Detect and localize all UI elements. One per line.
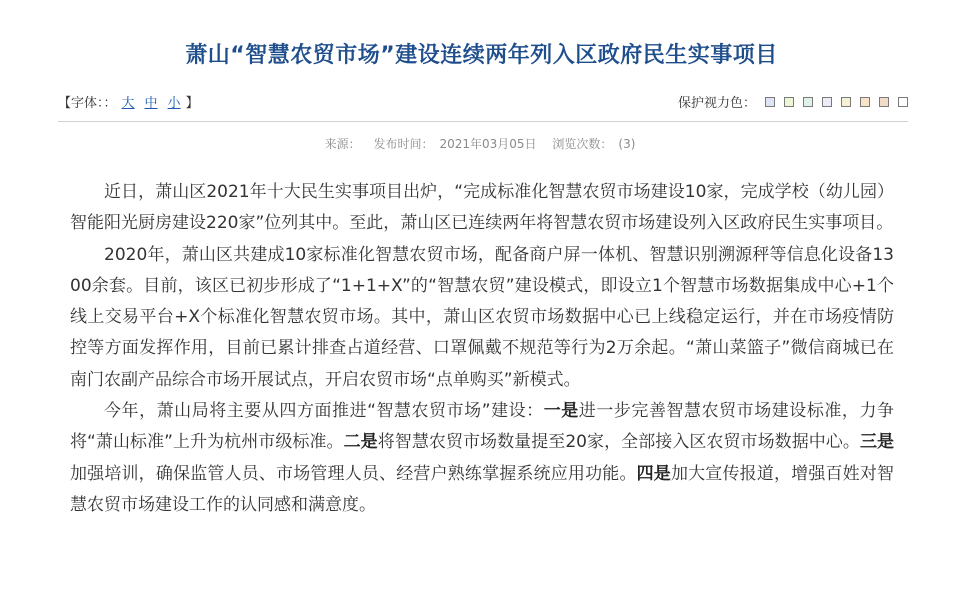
font-small-link[interactable]: 小 (167, 96, 181, 111)
keyword-third: 三是 (859, 432, 895, 453)
article-toolbar (58, 92, 908, 112)
font-size-label: 【字体：： (58, 96, 117, 111)
views-label: 浏览次数： (3) (552, 137, 636, 151)
article-meta (0, 135, 963, 152)
eye-color-swatch[interactable] (860, 97, 870, 107)
article-title: 萧山“智慧农贸市场”建设连续两年列入区政府民生实事项目 (185, 43, 778, 68)
header-divider (58, 121, 908, 122)
paragraph-1: 近日，萧山区2021年十大民生实事项目出炉，“完成标准化智慧农贸市场建设10家，完成学校（幼儿园）智能阳光厨房建设220家”位列其中。至此，萧山区已连续两年将智慧农贸市场建设列入区政府民生实事项目。 (70, 182, 894, 234)
font-size-control (58, 92, 199, 111)
article-body (70, 177, 894, 521)
eye-color-swatch[interactable] (784, 97, 794, 107)
eye-color-swatch[interactable] (841, 97, 851, 107)
eye-protection-colors (678, 92, 908, 111)
keyword-second: 二是 (343, 432, 378, 453)
source-label: 来源： (324, 137, 361, 151)
eye-color-swatch[interactable] (822, 97, 832, 107)
font-size-close-bracket: 】 (185, 96, 199, 111)
eye-protection-label: 保护视力色： (677, 96, 756, 111)
eye-color-swatch[interactable] (765, 97, 775, 107)
font-large-link[interactable]: 大 (121, 96, 135, 111)
views-count: (3) (618, 137, 636, 151)
keyword-fourth: 四是 (636, 463, 671, 484)
eye-color-swatch[interactable] (879, 97, 889, 107)
font-medium-link[interactable]: 中 (144, 96, 158, 111)
paragraph-2: 2020年，萧山区共建成10家标准化智慧农贸市场，配备商户屏一体机、智慧识别溯源秤等信息化设备1300余套。目前，该区已初步形成了“1+1+X”的“智慧农贸”建设模式，即设立1个智慧市场数据集成中心+1个线上交易平台+X个标准化智慧农贸市场。其中，萧山区农贸市场数据中心已上线稳定运行，并在市场疫情防控等方面发挥作用，目前已累计排查占道经营、口罩佩戴不规范等行为2万余起。“萧山菜篮子”微信商城已在南门农副产品综合市场开展试点，开启农贸市场“点单购买”新模式。 (70, 244, 894, 390)
publish-label: 发布时间： 2021年03月05日 (373, 137, 537, 151)
eye-color-swatch[interactable] (803, 97, 813, 107)
publish-date: 2021年03月05日 (439, 137, 537, 151)
eye-color-swatch[interactable] (898, 97, 908, 107)
paragraph-3: 今年，萧山局将主要从四方面推进“智慧农贸市场”建设：一是进一步完善智慧农贸市场建设标准，力争将“萧山标准”上升为杭州市级标准。二是将智慧农贸市场数量提至20家，全部接入区农贸市场数据中心。三是加强培训，确保监管人员、市场管理人员、经营户熟练掌握系统应用功能。四是加大宣传报道，增强百姓对智慧农贸市场建设工作的认同感和满意度。 (70, 401, 895, 515)
keyword-first: 一是 (543, 401, 579, 422)
